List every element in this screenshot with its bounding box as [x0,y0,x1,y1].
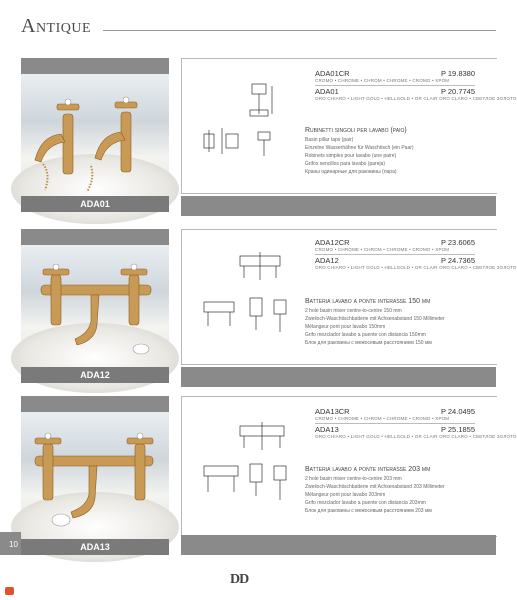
variant-finish: CROMO • CHROME • CHROM • CHROME • CROMO • ХРОМ [315,416,450,421]
variant-finish: CROMO • CHROME • CHROM • CHROME • CROMO • ХРОМ [315,78,450,83]
variant-code: ADA01 [315,87,339,96]
divider [315,85,475,86]
technical-drawing [200,420,300,510]
description-line: Einzelne Wasserhähne für Waschtisch (ein Paar) [305,145,414,151]
bookmark-icon[interactable] [5,587,14,595]
product-caption: ADA12 [21,367,169,383]
brand-logo: DD [230,572,249,587]
variant-row [315,87,475,96]
description-line: Grifo mezclador lavabo a puente con distancia 150mm [305,332,426,338]
product-codes [315,238,517,270]
variant-row [315,407,475,416]
variant-row [315,256,475,265]
variant-row [315,238,475,247]
description-line: Grifos sencillos para lavabo (pareja) [305,161,386,167]
variant-price: P 23.6065 [440,238,475,247]
product-photo [21,74,169,194]
description-line: Grifo mezclador lavabo a puente con distancia 203mm [305,500,426,506]
description-line: 2 hole basin mixer centre-to-centre 150 mm [305,308,402,314]
description-line: Mélangeur pont pour lavabo 203mm [305,492,386,498]
description-line: Zweiloch-Waschtischbatterie mit Achsenabstand 150 Millimeter [305,316,445,322]
variant-code: ADA12 [315,256,339,265]
bridge-mixer-illustration [21,412,169,532]
divider [315,423,475,424]
description-line: Краны одинарные для раковины (пара) [305,169,397,175]
variant-finish: CROMO • CHROME • CHROM • CHROME • CROMO • ХРОМ [315,247,450,252]
variant-price: P 19.8380 [440,69,475,78]
variant-price: P 24.7365 [440,256,475,265]
description-heading: Batteria lavabo a ponte interasse 150 mm [305,298,431,305]
variant-finish: ORO CHIARO • LIGHT GOLD • HELLGOLD • OR CLAIR ORO CLARO • СВЕТЛОЕ ЗОЛОТО [315,265,517,270]
title-divider [103,30,496,31]
technical-drawing [200,250,300,340]
description-line: 2 hole basin mixer centre-to-centre 203 mm [305,476,402,482]
photo-header-bar [21,396,169,412]
variant-row [315,69,475,78]
spec-footer-bar [181,535,496,555]
product-photo [21,412,169,532]
variant-row [315,425,475,434]
product-caption: ADA01 [21,196,169,212]
description-line: Zweiloch-Waschtischbatterie mit Achsenabstand 203 Millimeter [305,484,445,490]
variant-code: ADA12CR [315,238,350,247]
product-description [305,464,490,515]
spec-footer-bar [181,196,496,216]
description-line: Robinets simples pour lavabo (une paire) [305,153,397,159]
divider [315,254,475,255]
technical-drawing [200,80,300,160]
variant-price: P 25.1855 [440,425,475,434]
variant-code: ADA01CR [315,69,350,78]
page-title: Antique [21,15,92,37]
variant-finish: ORO CHIARO • LIGHT GOLD • HELLGOLD • OR CLAIR ORO CLARO • СВЕТЛОЕ ЗОЛОТО [315,434,517,439]
description-line: Basin pillar taps (pair) [305,137,354,143]
product-caption: ADA13 [21,539,169,555]
product-description [305,296,490,347]
bridge-mixer-illustration [21,245,169,363]
product-codes [315,69,517,101]
photo-header-bar [21,229,169,245]
description-line: Блок для раковины с межосевым расстоянием 150 мм [305,340,432,346]
photo-header-bar [21,58,169,74]
variant-finish: ORO CHIARO • LIGHT GOLD • HELLGOLD • OR CLAIR ORO CLARO • СВЕТЛОЕ ЗОЛОТО [315,96,517,101]
page-number: 10 [9,540,18,549]
tap-pair-illustration [21,74,169,194]
product-codes [315,407,517,439]
variant-code: ADA13 [315,425,339,434]
product-description [305,125,490,176]
description-line: Mélangeur pont pour lavabo 150mm [305,324,386,330]
product-photo [21,245,169,363]
variant-price: P 20.7745 [440,87,475,96]
variant-price: P 24.0495 [440,407,475,416]
description-heading: Batteria lavabo a ponte interasse 203 mm [305,466,431,473]
spec-footer-bar [181,367,496,387]
description-heading: Rubinetti singoli per lavabo (paio) [305,127,407,134]
variant-code: ADA13CR [315,407,350,416]
description-line: Блок для раковины с межосевым расстоянием 203 мм [305,508,432,514]
